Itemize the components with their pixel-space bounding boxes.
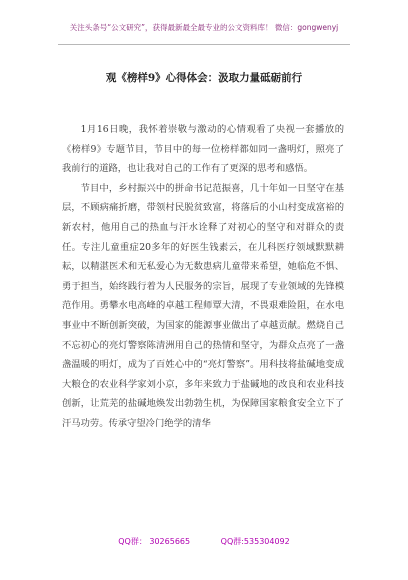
paragraph: 节目中，乡村振兴中的拼命书记范振喜，几十年如一日坚守在基层，不顾病痛折磨，带领村民脱贫致富，将落后的小山村变成富裕的新农村，他用自己的热血与汗水诠释了对初心的坚守和对群众的责任。专注儿童重症20多年的好医生钱素云，在儿科医疗领域默默耕耘，以精湛医术和无私爱心为无数患病儿童带来希望，她临危不惧、勇于担当，始终践行着为人民服务的宗旨，展现了专业领域的先锋模范作用。勇攀水电高峰的卓越工程师覃大清，不畏艰难险阻，在水电事业中不断创新突破，为国家的能源事业做出了卓越贡献。燃烧自己不忘初心的亮灯警察陈清洲用自己的热情和坚守，为群众点亮了一盏盏温暖的明灯，成为了百姓心中的“亮灯警察”。用科技将盐碱地变成大粮仓的农业科学家刘小京，多年来致力于盐碱地的改良和农业科技创新，让荒芜的盐碱地焕发出勃勃生机，为保障国家粮食安全立下了汗马功劳。传承守望冷门绝学的清华 [62,182,344,429]
footer-qq-group-1: QQ群： 30265665 [118,537,191,546]
footer-qq-group-2: QQ群:535304092 [220,537,290,546]
header-divider [58,44,350,45]
paragraph: 1月16日晚，我怀着崇敬与激动的心情观看了央视一套播放的《榜样9》专题节目，节目中的每一位榜样都如同一盏明灯，照亮了我前行的道路，也让我对自己的工作有了更深的思考和感悟。 [62,124,344,175]
document-title: 观《榜样9》心得体会：汲取力量砥砺前行 [105,72,303,84]
page-footer [0,536,408,547]
page-header-notice: 关注头条号“公文研究”，获得最新最全最专业的公文资料库！ 微信：gongwenyj [69,23,339,32]
document-body [62,120,344,434]
